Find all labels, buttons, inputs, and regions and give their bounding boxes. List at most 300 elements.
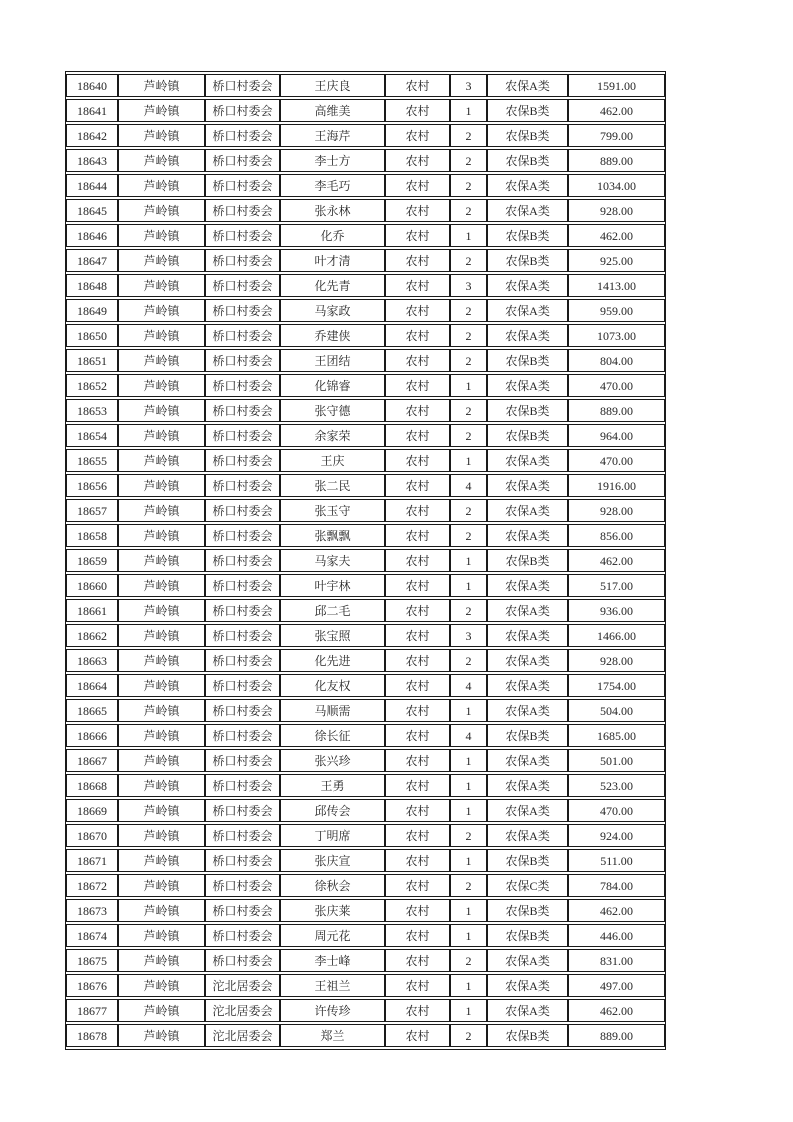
insurance-category-cell: 农保B类 <box>487 124 568 147</box>
village-committee-cell: 桥口村委会 <box>205 124 280 147</box>
amount-cell: 523.00 <box>568 774 665 797</box>
person-name-cell: 马顺需 <box>280 699 385 722</box>
serial-number-cell: 18652 <box>66 374 118 397</box>
town-cell: 芦岭镇 <box>118 224 205 247</box>
amount-cell: 462.00 <box>568 99 665 122</box>
serial-number-cell: 18659 <box>66 549 118 572</box>
amount-cell: 462.00 <box>568 999 665 1022</box>
village-committee-cell: 桥口村委会 <box>205 599 280 622</box>
serial-number-cell: 18646 <box>66 224 118 247</box>
amount-cell: 1591.00 <box>568 74 665 97</box>
serial-number-cell: 18644 <box>66 174 118 197</box>
serial-number-cell: 18670 <box>66 824 118 847</box>
person-count-cell: 1 <box>450 374 487 397</box>
residence-type-cell: 农村 <box>385 1024 450 1047</box>
amount-cell: 462.00 <box>568 224 665 247</box>
table-row <box>66 424 665 447</box>
person-count-cell: 3 <box>450 274 487 297</box>
town-cell: 芦岭镇 <box>118 999 205 1022</box>
insurance-category-cell: 农保B类 <box>487 549 568 572</box>
serial-number-cell: 18647 <box>66 249 118 272</box>
person-name-cell: 化友权 <box>280 674 385 697</box>
serial-number-cell: 18653 <box>66 399 118 422</box>
village-committee-cell: 桥口村委会 <box>205 374 280 397</box>
residence-type-cell: 农村 <box>385 249 450 272</box>
amount-cell: 1466.00 <box>568 624 665 647</box>
residence-type-cell: 农村 <box>385 74 450 97</box>
person-count-cell: 1 <box>450 999 487 1022</box>
person-count-cell: 1 <box>450 924 487 947</box>
table-row <box>66 624 665 647</box>
serial-number-cell: 18648 <box>66 274 118 297</box>
serial-number-cell: 18675 <box>66 949 118 972</box>
person-count-cell: 2 <box>450 824 487 847</box>
village-committee-cell: 桥口村委会 <box>205 299 280 322</box>
amount-cell: 1754.00 <box>568 674 665 697</box>
serial-number-cell: 18669 <box>66 799 118 822</box>
serial-number-cell: 18649 <box>66 299 118 322</box>
amount-cell: 804.00 <box>568 349 665 372</box>
residence-type-cell: 农村 <box>385 99 450 122</box>
person-name-cell: 化锦睿 <box>280 374 385 397</box>
person-name-cell: 郑兰 <box>280 1024 385 1047</box>
table-row <box>66 874 665 897</box>
insurance-payment-table <box>65 71 666 1050</box>
residence-type-cell: 农村 <box>385 324 450 347</box>
table-row <box>66 374 665 397</box>
person-count-cell: 1 <box>450 99 487 122</box>
residence-type-cell: 农村 <box>385 849 450 872</box>
data-table <box>66 72 665 1049</box>
residence-type-cell: 农村 <box>385 174 450 197</box>
insurance-category-cell: 农保A类 <box>487 199 568 222</box>
person-count-cell: 2 <box>450 124 487 147</box>
person-count-cell: 2 <box>450 524 487 547</box>
town-cell: 芦岭镇 <box>118 674 205 697</box>
town-cell: 芦岭镇 <box>118 299 205 322</box>
insurance-category-cell: 农保B类 <box>487 399 568 422</box>
village-committee-cell: 桥口村委会 <box>205 74 280 97</box>
town-cell: 芦岭镇 <box>118 649 205 672</box>
town-cell: 芦岭镇 <box>118 99 205 122</box>
serial-number-cell: 18678 <box>66 1024 118 1047</box>
town-cell: 芦岭镇 <box>118 974 205 997</box>
insurance-category-cell: 农保B类 <box>487 149 568 172</box>
village-committee-cell: 桥口村委会 <box>205 224 280 247</box>
residence-type-cell: 农村 <box>385 224 450 247</box>
insurance-category-cell: 农保A类 <box>487 449 568 472</box>
serial-number-cell: 18676 <box>66 974 118 997</box>
person-count-cell: 2 <box>450 349 487 372</box>
person-count-cell: 2 <box>450 324 487 347</box>
serial-number-cell: 18674 <box>66 924 118 947</box>
residence-type-cell: 农村 <box>385 274 450 297</box>
table-row <box>66 549 665 572</box>
person-count-cell: 1 <box>450 549 487 572</box>
residence-type-cell: 农村 <box>385 999 450 1022</box>
table-row <box>66 449 665 472</box>
insurance-category-cell: 农保B类 <box>487 1024 568 1047</box>
town-cell: 芦岭镇 <box>118 449 205 472</box>
residence-type-cell: 农村 <box>385 799 450 822</box>
serial-number-cell: 18642 <box>66 124 118 147</box>
person-name-cell: 许传珍 <box>280 999 385 1022</box>
town-cell: 芦岭镇 <box>118 824 205 847</box>
person-name-cell: 王庆 <box>280 449 385 472</box>
person-name-cell: 李毛巧 <box>280 174 385 197</box>
table-row <box>66 499 665 522</box>
person-name-cell: 张庆宣 <box>280 849 385 872</box>
amount-cell: 1413.00 <box>568 274 665 297</box>
village-committee-cell: 桥口村委会 <box>205 899 280 922</box>
town-cell: 芦岭镇 <box>118 349 205 372</box>
insurance-category-cell: 农保A类 <box>487 299 568 322</box>
insurance-category-cell: 农保B类 <box>487 849 568 872</box>
serial-number-cell: 18671 <box>66 849 118 872</box>
table-row <box>66 324 665 347</box>
serial-number-cell: 18658 <box>66 524 118 547</box>
person-name-cell: 徐秋会 <box>280 874 385 897</box>
residence-type-cell: 农村 <box>385 499 450 522</box>
person-count-cell: 3 <box>450 624 487 647</box>
town-cell: 芦岭镇 <box>118 874 205 897</box>
insurance-category-cell: 农保A类 <box>487 974 568 997</box>
village-committee-cell: 桥口村委会 <box>205 674 280 697</box>
town-cell: 芦岭镇 <box>118 799 205 822</box>
table-row <box>66 799 665 822</box>
village-committee-cell: 桥口村委会 <box>205 274 280 297</box>
town-cell: 芦岭镇 <box>118 424 205 447</box>
amount-cell: 470.00 <box>568 374 665 397</box>
person-name-cell: 张二民 <box>280 474 385 497</box>
person-name-cell: 张玉守 <box>280 499 385 522</box>
residence-type-cell: 农村 <box>385 149 450 172</box>
insurance-category-cell: 农保B类 <box>487 899 568 922</box>
person-name-cell: 王团结 <box>280 349 385 372</box>
person-count-cell: 1 <box>450 799 487 822</box>
residence-type-cell: 农村 <box>385 674 450 697</box>
amount-cell: 1685.00 <box>568 724 665 747</box>
town-cell: 芦岭镇 <box>118 124 205 147</box>
residence-type-cell: 农村 <box>385 349 450 372</box>
town-cell: 芦岭镇 <box>118 74 205 97</box>
insurance-category-cell: 农保A类 <box>487 74 568 97</box>
insurance-category-cell: 农保A类 <box>487 174 568 197</box>
table-row <box>66 849 665 872</box>
person-count-cell: 4 <box>450 674 487 697</box>
table-row <box>66 199 665 222</box>
serial-number-cell: 18650 <box>66 324 118 347</box>
residence-type-cell: 农村 <box>385 924 450 947</box>
amount-cell: 959.00 <box>568 299 665 322</box>
amount-cell: 511.00 <box>568 849 665 872</box>
village-committee-cell: 桥口村委会 <box>205 199 280 222</box>
amount-cell: 517.00 <box>568 574 665 597</box>
residence-type-cell: 农村 <box>385 574 450 597</box>
residence-type-cell: 农村 <box>385 549 450 572</box>
table-row <box>66 724 665 747</box>
town-cell: 芦岭镇 <box>118 1024 205 1047</box>
residence-type-cell: 农村 <box>385 899 450 922</box>
person-count-cell: 2 <box>450 249 487 272</box>
person-name-cell: 邱传会 <box>280 799 385 822</box>
insurance-category-cell: 农保A类 <box>487 774 568 797</box>
serial-number-cell: 18668 <box>66 774 118 797</box>
person-name-cell: 周元花 <box>280 924 385 947</box>
serial-number-cell: 18655 <box>66 449 118 472</box>
village-committee-cell: 沱北居委会 <box>205 999 280 1022</box>
town-cell: 芦岭镇 <box>118 399 205 422</box>
person-count-cell: 1 <box>450 749 487 772</box>
person-count-cell: 1 <box>450 449 487 472</box>
serial-number-cell: 18656 <box>66 474 118 497</box>
residence-type-cell: 农村 <box>385 599 450 622</box>
amount-cell: 504.00 <box>568 699 665 722</box>
amount-cell: 928.00 <box>568 499 665 522</box>
town-cell: 芦岭镇 <box>118 624 205 647</box>
person-name-cell: 叶才清 <box>280 249 385 272</box>
table-row <box>66 299 665 322</box>
person-count-cell: 2 <box>450 399 487 422</box>
residence-type-cell: 农村 <box>385 699 450 722</box>
village-committee-cell: 桥口村委会 <box>205 949 280 972</box>
person-count-cell: 2 <box>450 949 487 972</box>
table-row <box>66 149 665 172</box>
town-cell: 芦岭镇 <box>118 199 205 222</box>
village-committee-cell: 桥口村委会 <box>205 924 280 947</box>
village-committee-cell: 桥口村委会 <box>205 174 280 197</box>
table-row <box>66 349 665 372</box>
person-name-cell: 张飘飘 <box>280 524 385 547</box>
town-cell: 芦岭镇 <box>118 324 205 347</box>
person-name-cell: 邱二毛 <box>280 599 385 622</box>
amount-cell: 462.00 <box>568 899 665 922</box>
village-committee-cell: 桥口村委会 <box>205 349 280 372</box>
insurance-category-cell: 农保B类 <box>487 924 568 947</box>
person-count-cell: 2 <box>450 299 487 322</box>
serial-number-cell: 18657 <box>66 499 118 522</box>
town-cell: 芦岭镇 <box>118 274 205 297</box>
serial-number-cell: 18663 <box>66 649 118 672</box>
person-name-cell: 乔建侠 <box>280 324 385 347</box>
town-cell: 芦岭镇 <box>118 549 205 572</box>
serial-number-cell: 18661 <box>66 599 118 622</box>
amount-cell: 1034.00 <box>568 174 665 197</box>
amount-cell: 889.00 <box>568 399 665 422</box>
person-name-cell: 张兴珍 <box>280 749 385 772</box>
person-count-cell: 2 <box>450 424 487 447</box>
village-committee-cell: 桥口村委会 <box>205 824 280 847</box>
person-name-cell: 王勇 <box>280 774 385 797</box>
serial-number-cell: 18651 <box>66 349 118 372</box>
residence-type-cell: 农村 <box>385 774 450 797</box>
amount-cell: 925.00 <box>568 249 665 272</box>
person-name-cell: 张守德 <box>280 399 385 422</box>
village-committee-cell: 桥口村委会 <box>205 699 280 722</box>
person-count-cell: 4 <box>450 724 487 747</box>
serial-number-cell: 18672 <box>66 874 118 897</box>
amount-cell: 928.00 <box>568 649 665 672</box>
table-row <box>66 774 665 797</box>
village-committee-cell: 桥口村委会 <box>205 524 280 547</box>
insurance-category-cell: 农保B类 <box>487 724 568 747</box>
amount-cell: 936.00 <box>568 599 665 622</box>
table-row <box>66 1024 665 1047</box>
town-cell: 芦岭镇 <box>118 574 205 597</box>
person-count-cell: 1 <box>450 574 487 597</box>
residence-type-cell: 农村 <box>385 124 450 147</box>
amount-cell: 497.00 <box>568 974 665 997</box>
person-name-cell: 化乔 <box>280 224 385 247</box>
residence-type-cell: 农村 <box>385 974 450 997</box>
person-name-cell: 王祖兰 <box>280 974 385 997</box>
residence-type-cell: 农村 <box>385 299 450 322</box>
amount-cell: 924.00 <box>568 824 665 847</box>
serial-number-cell: 18673 <box>66 899 118 922</box>
serial-number-cell: 18664 <box>66 674 118 697</box>
person-count-cell: 1 <box>450 849 487 872</box>
insurance-category-cell: 农保B类 <box>487 349 568 372</box>
town-cell: 芦岭镇 <box>118 474 205 497</box>
residence-type-cell: 农村 <box>385 524 450 547</box>
table-row <box>66 974 665 997</box>
person-count-cell: 1 <box>450 899 487 922</box>
town-cell: 芦岭镇 <box>118 499 205 522</box>
table-row <box>66 574 665 597</box>
amount-cell: 501.00 <box>568 749 665 772</box>
amount-cell: 889.00 <box>568 149 665 172</box>
person-count-cell: 3 <box>450 74 487 97</box>
town-cell: 芦岭镇 <box>118 724 205 747</box>
person-name-cell: 李士方 <box>280 149 385 172</box>
residence-type-cell: 农村 <box>385 824 450 847</box>
village-committee-cell: 桥口村委会 <box>205 749 280 772</box>
village-committee-cell: 桥口村委会 <box>205 774 280 797</box>
serial-number-cell: 18654 <box>66 424 118 447</box>
table-row <box>66 99 665 122</box>
person-name-cell: 王庆良 <box>280 74 385 97</box>
insurance-category-cell: 农保A类 <box>487 374 568 397</box>
village-committee-cell: 桥口村委会 <box>205 499 280 522</box>
table-row <box>66 524 665 547</box>
insurance-category-cell: 农保A类 <box>487 524 568 547</box>
amount-cell: 831.00 <box>568 949 665 972</box>
table-row <box>66 949 665 972</box>
residence-type-cell: 农村 <box>385 474 450 497</box>
person-name-cell: 化先青 <box>280 274 385 297</box>
village-committee-cell: 桥口村委会 <box>205 849 280 872</box>
amount-cell: 1916.00 <box>568 474 665 497</box>
person-name-cell: 李士峰 <box>280 949 385 972</box>
residence-type-cell: 农村 <box>385 949 450 972</box>
insurance-category-cell: 农保A类 <box>487 324 568 347</box>
person-count-cell: 1 <box>450 224 487 247</box>
town-cell: 芦岭镇 <box>118 374 205 397</box>
town-cell: 芦岭镇 <box>118 849 205 872</box>
person-count-cell: 2 <box>450 874 487 897</box>
village-committee-cell: 桥口村委会 <box>205 874 280 897</box>
residence-type-cell: 农村 <box>385 624 450 647</box>
table-row <box>66 474 665 497</box>
person-name-cell: 马家政 <box>280 299 385 322</box>
insurance-category-cell: 农保C类 <box>487 874 568 897</box>
residence-type-cell: 农村 <box>385 749 450 772</box>
person-name-cell: 高维美 <box>280 99 385 122</box>
serial-number-cell: 18667 <box>66 749 118 772</box>
village-committee-cell: 桥口村委会 <box>205 324 280 347</box>
person-name-cell: 余家荣 <box>280 424 385 447</box>
insurance-category-cell: 农保B类 <box>487 224 568 247</box>
amount-cell: 470.00 <box>568 449 665 472</box>
amount-cell: 1073.00 <box>568 324 665 347</box>
amount-cell: 964.00 <box>568 424 665 447</box>
town-cell: 芦岭镇 <box>118 924 205 947</box>
residence-type-cell: 农村 <box>385 399 450 422</box>
insurance-category-cell: 农保A类 <box>487 499 568 522</box>
village-committee-cell: 沱北居委会 <box>205 974 280 997</box>
person-count-cell: 2 <box>450 149 487 172</box>
insurance-category-cell: 农保A类 <box>487 749 568 772</box>
table-row <box>66 274 665 297</box>
town-cell: 芦岭镇 <box>118 749 205 772</box>
village-committee-cell: 桥口村委会 <box>205 724 280 747</box>
person-count-cell: 2 <box>450 499 487 522</box>
insurance-category-cell: 农保A类 <box>487 674 568 697</box>
table-row <box>66 74 665 97</box>
insurance-category-cell: 农保B类 <box>487 424 568 447</box>
insurance-category-cell: 农保A类 <box>487 599 568 622</box>
village-committee-cell: 桥口村委会 <box>205 424 280 447</box>
serial-number-cell: 18660 <box>66 574 118 597</box>
town-cell: 芦岭镇 <box>118 599 205 622</box>
person-count-cell: 4 <box>450 474 487 497</box>
table-body <box>66 74 665 1047</box>
amount-cell: 784.00 <box>568 874 665 897</box>
residence-type-cell: 农村 <box>385 199 450 222</box>
person-count-cell: 1 <box>450 774 487 797</box>
insurance-category-cell: 农保B类 <box>487 249 568 272</box>
person-count-cell: 2 <box>450 199 487 222</box>
village-committee-cell: 沱北居委会 <box>205 1024 280 1047</box>
town-cell: 芦岭镇 <box>118 249 205 272</box>
table-row <box>66 999 665 1022</box>
residence-type-cell: 农村 <box>385 649 450 672</box>
person-count-cell: 2 <box>450 599 487 622</box>
village-committee-cell: 桥口村委会 <box>205 474 280 497</box>
table-row <box>66 649 665 672</box>
person-count-cell: 1 <box>450 974 487 997</box>
village-committee-cell: 桥口村委会 <box>205 549 280 572</box>
insurance-category-cell: 农保A类 <box>487 824 568 847</box>
table-row <box>66 124 665 147</box>
person-count-cell: 2 <box>450 1024 487 1047</box>
residence-type-cell: 农村 <box>385 449 450 472</box>
person-count-cell: 2 <box>450 174 487 197</box>
person-name-cell: 马家夫 <box>280 549 385 572</box>
person-count-cell: 1 <box>450 699 487 722</box>
village-committee-cell: 桥口村委会 <box>205 149 280 172</box>
amount-cell: 799.00 <box>568 124 665 147</box>
serial-number-cell: 18665 <box>66 699 118 722</box>
serial-number-cell: 18643 <box>66 149 118 172</box>
table-row <box>66 399 665 422</box>
insurance-category-cell: 农保A类 <box>487 999 568 1022</box>
insurance-category-cell: 农保B类 <box>487 99 568 122</box>
person-name-cell: 叶宇林 <box>280 574 385 597</box>
table-row <box>66 749 665 772</box>
town-cell: 芦岭镇 <box>118 699 205 722</box>
town-cell: 芦岭镇 <box>118 524 205 547</box>
